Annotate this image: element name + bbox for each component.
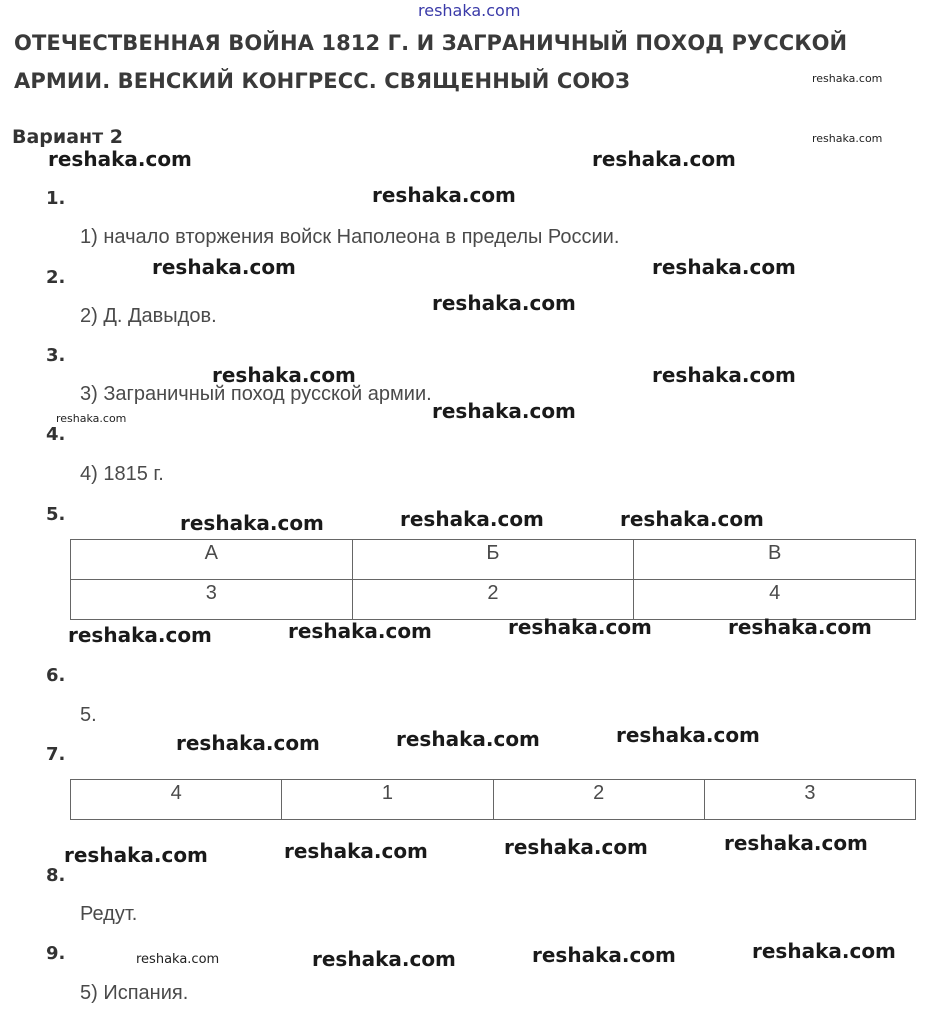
- watermark: reshaka.com: [284, 839, 428, 863]
- table-cell: 3: [704, 780, 915, 820]
- watermark: reshaka.com: [432, 291, 576, 315]
- watermark: reshaka.com: [400, 507, 544, 531]
- question-number: 1.: [46, 188, 66, 209]
- watermark: reshaka.com: [152, 255, 296, 279]
- variant-heading: Вариант 2: [12, 126, 124, 148]
- watermark: reshaka.com: [136, 952, 220, 967]
- question-number: 3.: [46, 345, 66, 366]
- watermark: reshaka.com: [652, 255, 796, 279]
- watermark: reshaka.com: [288, 619, 432, 643]
- answer-text: 4) 1815 г.: [80, 463, 164, 485]
- watermark: reshaka.com: [620, 507, 764, 531]
- watermark: reshaka.com: [180, 511, 324, 535]
- watermark: reshaka.com: [56, 412, 127, 425]
- watermark: reshaka.com: [508, 615, 652, 639]
- watermark: reshaka.com: [212, 363, 356, 387]
- page-title-line-1: ОТЕЧЕСТВЕННАЯ ВОЙНА 1812 Г. И ЗАГРАНИЧНЫЙ ПОХОД РУССКОЙ: [14, 31, 848, 55]
- watermark: reshaka.com: [652, 363, 796, 387]
- answer-text: 2) Д. Давыдов.: [80, 305, 217, 327]
- question-number: 8.: [46, 865, 66, 886]
- table-header-cell: А: [71, 540, 353, 580]
- watermark: reshaka.com: [812, 72, 883, 85]
- question-number: 7.: [46, 744, 66, 765]
- watermark: reshaka.com: [504, 835, 648, 859]
- site-watermark-top: reshaka.com: [418, 1, 521, 20]
- watermark: reshaka.com: [812, 132, 883, 145]
- table-cell: 3: [71, 580, 353, 620]
- table-cell: 2: [493, 780, 704, 820]
- watermark: reshaka.com: [312, 947, 456, 971]
- table-header-cell: Б: [352, 540, 634, 580]
- answer-text: Редут.: [80, 903, 138, 925]
- watermark: reshaka.com: [48, 147, 192, 171]
- question-number: 2.: [46, 267, 66, 288]
- answer-text: 5.: [80, 704, 97, 726]
- watermark: reshaka.com: [432, 399, 576, 423]
- question-number: 5.: [46, 504, 66, 525]
- watermark: reshaka.com: [616, 723, 760, 747]
- table-cell: 1: [282, 780, 493, 820]
- page-title-line-2: АРМИИ. ВЕНСКИЙ КОНГРЕСС. СВЯЩЕННЫЙ СОЮЗ: [14, 69, 631, 93]
- table-cell: 4: [634, 580, 916, 620]
- watermark: reshaka.com: [592, 147, 736, 171]
- table-cell: 2: [352, 580, 634, 620]
- question-number: 9.: [46, 943, 66, 964]
- answer-text: 1) начало вторжения войск Наполеона в пределы России.: [80, 226, 620, 248]
- watermark: reshaka.com: [752, 939, 896, 963]
- table-header-cell: В: [634, 540, 916, 580]
- watermark: reshaka.com: [176, 731, 320, 755]
- watermark: reshaka.com: [724, 831, 868, 855]
- watermark: reshaka.com: [64, 843, 208, 867]
- watermark: reshaka.com: [68, 623, 212, 647]
- watermark: reshaka.com: [372, 183, 516, 207]
- watermark: reshaka.com: [396, 727, 540, 751]
- answer-text: 5) Испания.: [80, 982, 189, 1004]
- watermark: reshaka.com: [728, 615, 872, 639]
- table-cell: 4: [71, 780, 282, 820]
- answer-table-q7: [70, 779, 916, 820]
- question-number: 4.: [46, 424, 66, 445]
- answer-table-q5: [70, 539, 916, 620]
- question-number: 6.: [46, 665, 66, 686]
- watermark: reshaka.com: [532, 943, 676, 967]
- answer-text: 3) Заграничный поход русской армии.: [80, 383, 432, 405]
